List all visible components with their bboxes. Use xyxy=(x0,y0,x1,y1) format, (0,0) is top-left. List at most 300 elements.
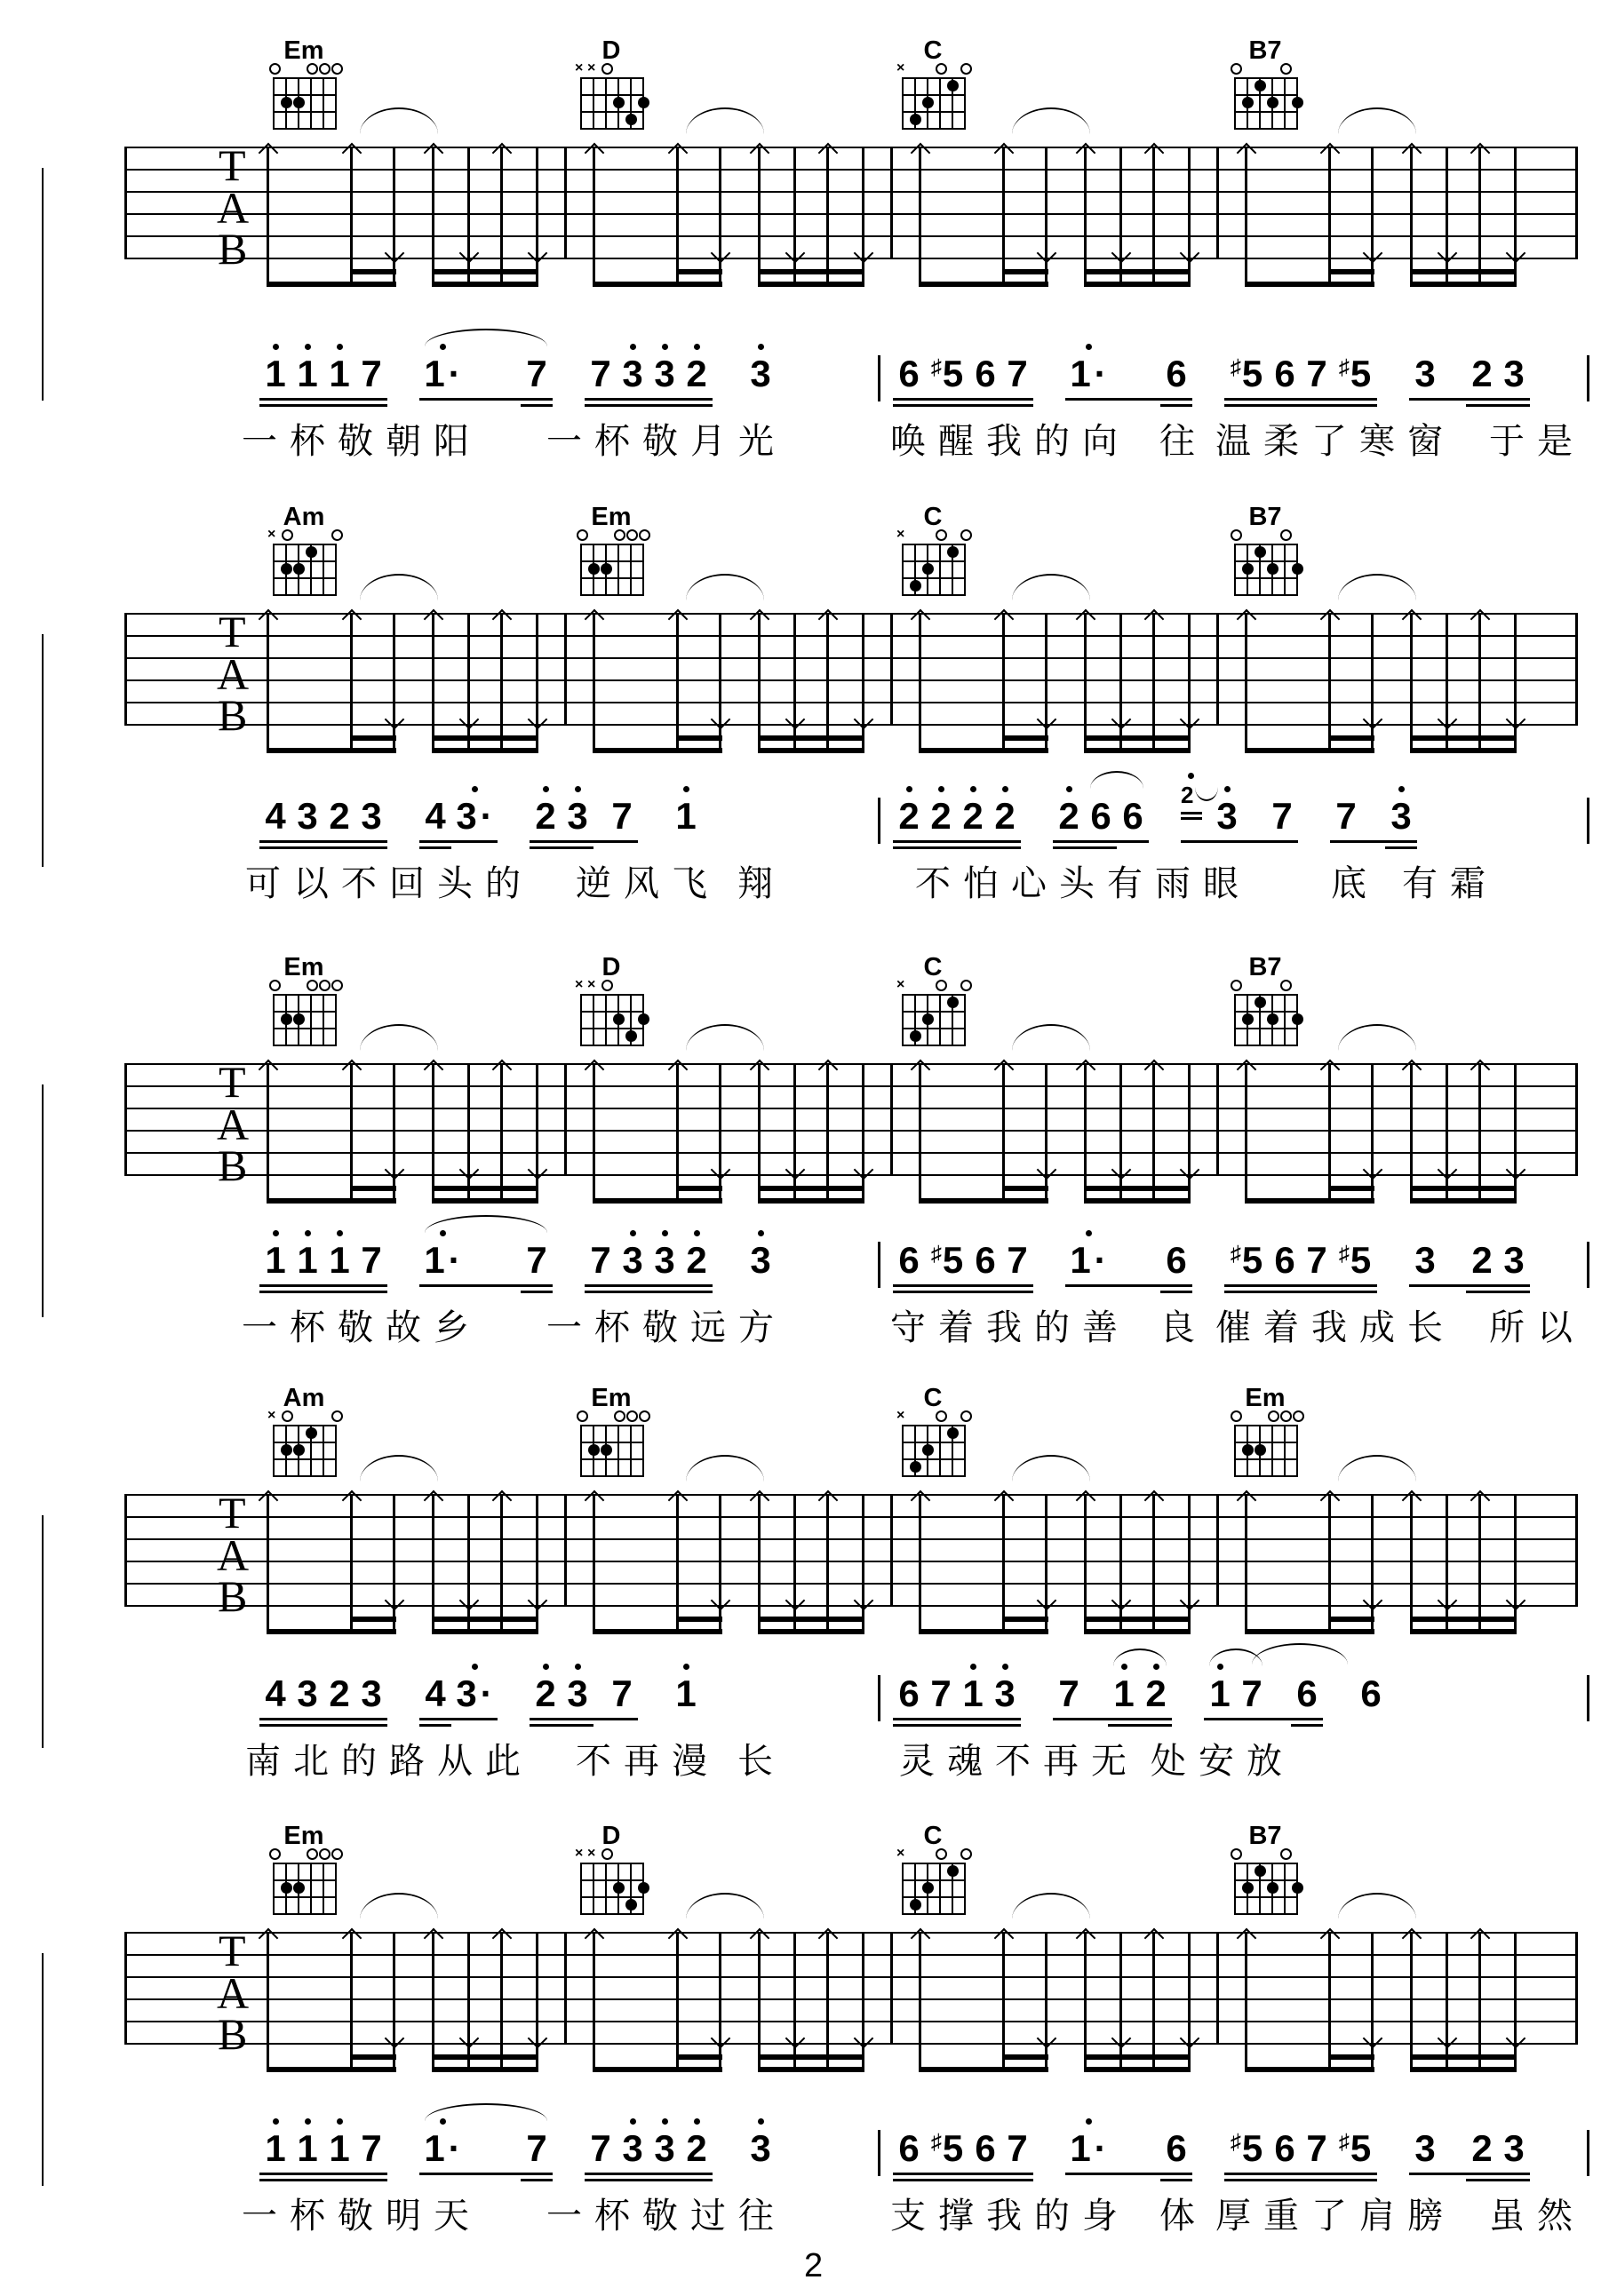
lyric-text: 底 xyxy=(1331,864,1379,903)
chord-grid-string-line xyxy=(642,1425,644,1477)
octave-dot xyxy=(683,786,689,792)
strum-stem xyxy=(536,1494,538,1634)
beam xyxy=(1410,1186,1516,1191)
chord-grid-fret-line xyxy=(1234,77,1298,79)
chord-name: Em xyxy=(1245,1384,1286,1412)
jianpu-note: 1 xyxy=(265,1239,286,1281)
chord-grid-fret-line xyxy=(1234,544,1298,545)
lyric-text: 唤醒我的向 xyxy=(890,422,1130,461)
chord-grid-fret-line xyxy=(1234,1879,1298,1881)
chord-grid-string-line xyxy=(580,544,582,596)
down-strum-arrow-icon xyxy=(1037,2029,1057,2049)
strum-stem xyxy=(793,147,796,287)
tie-arc xyxy=(1338,574,1416,600)
octave-dot xyxy=(662,2118,668,2125)
jianpu-note: 1 xyxy=(265,2127,286,2169)
chord-grid-string-line xyxy=(1234,1425,1236,1477)
staff-line xyxy=(124,1976,1577,1978)
chord-grid-string-line xyxy=(310,77,312,130)
beam-underline-seg xyxy=(1160,2179,1192,2181)
beam-underline xyxy=(893,846,1021,849)
strum-stem xyxy=(393,613,395,753)
finger-dot xyxy=(1242,1444,1254,1456)
beam-underline xyxy=(585,1284,713,1287)
chord-grid-fret-line xyxy=(902,577,966,579)
jianpu-barline xyxy=(1587,1675,1589,1721)
down-strum-arrow-icon xyxy=(1111,1160,1132,1180)
strum-stem xyxy=(393,1494,395,1634)
beam-underline xyxy=(1053,840,1149,843)
tab-letter-b: B xyxy=(218,224,248,274)
beam xyxy=(1084,735,1190,741)
down-strum-arrow-icon xyxy=(711,710,731,730)
staff-barline xyxy=(1575,147,1578,259)
octave-dot xyxy=(472,1664,478,1670)
octave-dot xyxy=(630,344,636,350)
chord-grid-fret-line xyxy=(273,1045,337,1046)
down-strum-arrow-icon xyxy=(1438,1160,1458,1180)
muted-string-icon: × xyxy=(896,977,905,992)
strum-stem xyxy=(467,1494,470,1634)
down-strum-arrow-icon xyxy=(1111,1591,1132,1611)
strum-stem xyxy=(1328,1932,1331,2072)
strum-stem xyxy=(1371,147,1374,287)
finger-dot xyxy=(293,563,305,575)
strum-stem xyxy=(919,1932,921,2072)
finger-dot xyxy=(922,1013,934,1025)
staff-line xyxy=(124,1494,1577,1496)
tie-arc xyxy=(360,107,438,134)
down-strum-arrow-icon xyxy=(1180,243,1200,264)
tie-arc xyxy=(360,1455,438,1482)
staff-line xyxy=(124,258,1577,259)
chord-grid-fret-line xyxy=(273,994,337,996)
down-strum-arrow-icon xyxy=(1363,1160,1383,1180)
strum-stem xyxy=(793,613,796,753)
strum-stem xyxy=(593,1494,595,1634)
beam xyxy=(432,282,538,287)
down-strum-arrow-icon xyxy=(385,1591,405,1611)
lyric-text: 一杯敬月光 xyxy=(546,422,786,461)
jianpu-note: 3 xyxy=(750,2127,771,2169)
down-strum-arrow-icon xyxy=(1363,2029,1383,2049)
jianpu-note: 3 xyxy=(1503,353,1525,394)
jianpu-barline xyxy=(1587,798,1589,844)
beam xyxy=(1084,2067,1190,2072)
down-strum-arrow-icon xyxy=(1438,243,1458,264)
strum-stem xyxy=(1045,613,1047,753)
chord-grid-string-line xyxy=(617,544,619,596)
open-string-icon xyxy=(960,1410,972,1422)
open-string-icon xyxy=(577,529,588,541)
open-string-icon xyxy=(269,63,281,75)
beam xyxy=(758,1198,864,1204)
beam xyxy=(1410,735,1516,741)
strum-stem xyxy=(826,1494,829,1634)
chord-grid-string-line xyxy=(1234,544,1236,596)
finger-dot xyxy=(281,1013,292,1025)
beam-underline-seg xyxy=(1160,404,1192,407)
strum-stem xyxy=(1514,147,1517,287)
open-string-icon xyxy=(1268,1410,1279,1422)
strum-stem xyxy=(1514,1932,1517,2072)
chord-grid-fret-line xyxy=(580,1458,644,1460)
jianpu-note: ♯5 xyxy=(1338,1239,1372,1281)
finger-dot xyxy=(1255,80,1266,91)
jianpu-note: 6 xyxy=(898,1672,920,1714)
staff-line xyxy=(124,679,1577,681)
finger-dot xyxy=(947,80,959,91)
beam xyxy=(1410,269,1516,274)
strum-stem xyxy=(1002,1063,1005,1204)
strum-stem xyxy=(1371,1932,1374,2072)
chord-grid-string-line xyxy=(1234,1863,1236,1915)
open-string-icon xyxy=(1231,63,1242,75)
jianpu-note: 7 xyxy=(1241,1672,1263,1714)
tab-letter-t: T xyxy=(219,607,246,656)
muted-string-icon: × xyxy=(896,1408,905,1423)
strum-stem xyxy=(1152,613,1155,753)
down-strum-arrow-icon xyxy=(1180,1591,1200,1611)
tab-letter-t: T xyxy=(219,1057,246,1107)
lyric-text: 所以 xyxy=(1489,1308,1585,1347)
jianpu-note: 7 xyxy=(1306,353,1327,394)
chord-grid-string-line xyxy=(605,77,607,130)
strum-stem xyxy=(919,613,921,753)
staff-barline xyxy=(1575,1932,1578,2045)
down-strum-arrow-icon xyxy=(459,2029,480,2049)
chord-name: Em xyxy=(591,503,632,531)
strum-stem xyxy=(919,147,921,287)
strum-stem xyxy=(1410,1063,1413,1204)
beam-underline xyxy=(419,398,553,401)
tab-letter-t: T xyxy=(219,1488,246,1537)
finger-dot xyxy=(625,1899,637,1911)
octave-dot xyxy=(1086,344,1092,350)
system-left-line xyxy=(42,1084,44,1317)
down-strum-arrow-icon xyxy=(385,1160,405,1180)
chord-grid-fret-line xyxy=(273,1442,337,1443)
lyric-text: 一杯敬明天 xyxy=(242,2197,482,2236)
down-strum-arrow-icon xyxy=(785,1160,806,1180)
down-strum-arrow-icon xyxy=(1506,1591,1526,1611)
jianpu-note: 1 xyxy=(265,353,286,394)
jianpu-note: 1 xyxy=(1209,1672,1231,1714)
strum-stem xyxy=(1446,613,1448,753)
down-strum-arrow-icon xyxy=(385,2029,405,2049)
strum-stem xyxy=(1084,147,1087,287)
down-strum-arrow-icon xyxy=(1111,710,1132,730)
tie-arc xyxy=(686,1893,764,1919)
strum-stem xyxy=(593,613,595,753)
chord-grid-string-line xyxy=(1284,1425,1286,1477)
beam xyxy=(1328,1617,1374,1622)
chord-name: C xyxy=(923,1384,943,1412)
open-string-icon xyxy=(936,1410,947,1422)
jianpu-note: 1· xyxy=(1070,1239,1107,1281)
jianpu-note: 2 xyxy=(535,795,556,837)
finger-dot xyxy=(922,97,934,108)
down-strum-arrow-icon xyxy=(1037,243,1057,264)
octave-dot xyxy=(906,786,912,792)
chord-grid-fret-line xyxy=(580,560,644,562)
finger-dot xyxy=(910,1461,921,1473)
beam xyxy=(1245,2067,1374,2072)
chord-grid-fret-line xyxy=(1234,1425,1298,1426)
beam-underline-seg xyxy=(1466,2179,1530,2181)
chord-grid-fret-line xyxy=(902,94,966,96)
jianpu-note: 7 xyxy=(361,2127,382,2169)
beam xyxy=(1002,2054,1048,2060)
beam xyxy=(432,2054,538,2060)
finger-dot xyxy=(922,563,934,575)
tab-letter-t: T xyxy=(219,1926,246,1975)
staff-barline xyxy=(1216,1932,1219,2045)
lyric-text: 处安放 xyxy=(1151,1742,1294,1781)
staff-line xyxy=(124,1085,1577,1087)
jianpu-note: 4 xyxy=(265,1672,286,1714)
beam xyxy=(1328,735,1374,741)
finger-dot xyxy=(601,1444,612,1456)
strum-stem xyxy=(393,1063,395,1204)
beam xyxy=(350,735,396,741)
down-strum-arrow-icon xyxy=(459,243,480,264)
octave-dot xyxy=(575,786,581,792)
jianpu-note: 1 xyxy=(297,1239,318,1281)
chord-grid-string-line xyxy=(323,77,324,130)
beam xyxy=(593,2067,722,2072)
staff-barline xyxy=(890,147,893,259)
chord-grid-fret-line xyxy=(580,594,644,596)
tie-arc xyxy=(1012,574,1090,600)
chord-name: D xyxy=(601,36,621,65)
chord-grid-string-line xyxy=(580,77,582,130)
beam-underline xyxy=(259,2179,387,2181)
strum-stem xyxy=(1119,1494,1122,1634)
chord-grid-fret-line xyxy=(902,1863,966,1864)
lyric-text: 于是 xyxy=(1489,422,1585,461)
beam xyxy=(919,2067,1048,2072)
chord-grid-string-line xyxy=(1284,1863,1286,1915)
chord-grid-string-line xyxy=(335,994,337,1046)
beam-underline xyxy=(1224,1291,1377,1293)
tie-arc xyxy=(686,574,764,600)
down-strum-arrow-icon xyxy=(785,710,806,730)
jianpu-note: 2 xyxy=(962,795,984,837)
muted-string-icon: × xyxy=(575,1846,584,1861)
beam xyxy=(350,269,396,274)
down-strum-arrow-icon xyxy=(1363,1591,1383,1611)
jianpu-note: 4 xyxy=(425,1672,446,1714)
tie-arc xyxy=(1338,1024,1416,1051)
chord-grid-string-line xyxy=(605,1863,607,1915)
finger-dot xyxy=(588,1444,600,1456)
strum-stem xyxy=(826,1932,829,2072)
jianpu-barline xyxy=(878,1242,880,1288)
open-string-icon xyxy=(1280,1410,1292,1422)
open-string-icon xyxy=(639,529,650,541)
strum-stem xyxy=(862,1494,864,1634)
chord-grid-fret-line xyxy=(580,1011,644,1013)
staff-line xyxy=(124,1130,1577,1132)
chord-name: Em xyxy=(591,1384,632,1412)
strum-stem xyxy=(719,613,721,753)
strum-stem xyxy=(432,1932,434,2072)
down-strum-arrow-icon xyxy=(1438,710,1458,730)
strum-stem xyxy=(1002,147,1005,287)
chord-grid-fret-line xyxy=(273,1011,337,1013)
strum-stem xyxy=(500,613,503,753)
staff-line xyxy=(124,635,1577,637)
jianpu-note: 3 xyxy=(654,353,675,394)
jianpu-note: 7 xyxy=(590,1239,611,1281)
jianpu-note: 3 xyxy=(297,795,318,837)
lyric-text: 有霜 xyxy=(1402,864,1498,903)
beam xyxy=(1084,1629,1190,1634)
open-string-icon xyxy=(1280,1848,1292,1860)
staff-barline xyxy=(890,1932,893,2045)
chord-grid-fret-line xyxy=(273,560,337,562)
strum-stem xyxy=(1119,147,1122,287)
chord-grid-fret-line xyxy=(580,1475,644,1477)
jianpu-note: 1· xyxy=(424,353,461,394)
octave-dot xyxy=(758,344,764,350)
chord-grid-fret-line xyxy=(273,544,337,545)
down-strum-arrow-icon xyxy=(1037,1160,1057,1180)
tab-letter-a: A xyxy=(217,649,250,699)
staff-barline xyxy=(564,1494,567,1607)
strum-stem xyxy=(1002,1494,1005,1634)
jianpu-note: 3· xyxy=(456,1672,493,1714)
staff-barline xyxy=(124,1932,127,2045)
staff-line xyxy=(124,613,1577,615)
system-left-line xyxy=(42,168,44,401)
staff-line xyxy=(124,1152,1577,1154)
chord-grid-fret-line xyxy=(1234,1913,1298,1915)
finger-dot xyxy=(638,1882,649,1894)
beam xyxy=(758,2054,864,2060)
strum-stem xyxy=(793,1494,796,1634)
strum-stem xyxy=(1446,1494,1448,1634)
staff-barline xyxy=(564,1932,567,2045)
strum-stem xyxy=(1328,147,1331,287)
beam xyxy=(676,735,722,741)
lyric-text: 一杯敬朝阳 xyxy=(242,422,482,461)
strum-stem xyxy=(719,1494,721,1634)
chord-grid-string-line xyxy=(964,1425,966,1477)
beam xyxy=(1084,1186,1190,1191)
lyric-text: 往 xyxy=(1159,422,1207,461)
chord-grid-fret-line xyxy=(1234,1028,1298,1029)
strum-stem xyxy=(467,147,470,287)
finger-dot xyxy=(1255,1444,1266,1456)
chord-grid-fret-line xyxy=(1234,94,1298,96)
beam xyxy=(1410,748,1516,753)
beam xyxy=(432,1186,538,1191)
open-string-icon xyxy=(331,980,343,991)
tie-arc xyxy=(1012,1455,1090,1482)
staff-line xyxy=(124,169,1577,171)
staff-barline xyxy=(1575,613,1578,726)
finger-dot xyxy=(1242,1013,1254,1025)
beam-underline xyxy=(893,1291,1033,1293)
chord-grid-fret-line xyxy=(273,1896,337,1898)
jianpu-barline xyxy=(878,2130,880,2176)
beam xyxy=(758,269,864,274)
chord-grid-string-line xyxy=(1234,77,1236,130)
strum-stem xyxy=(758,1494,761,1634)
strum-stem xyxy=(1045,1932,1047,2072)
octave-dot xyxy=(970,786,976,792)
open-string-icon xyxy=(319,980,331,991)
beam-underline xyxy=(419,1284,553,1287)
chord-grid-fret-line xyxy=(273,594,337,596)
beam-underline xyxy=(259,1718,387,1720)
chord-grid-fret-line xyxy=(580,1863,644,1864)
jianpu-note: 2 xyxy=(930,795,952,837)
beam xyxy=(1245,1629,1374,1634)
octave-dot xyxy=(273,2118,279,2125)
finger-dot xyxy=(947,1865,959,1877)
strum-stem xyxy=(500,1494,503,1634)
finger-dot xyxy=(922,1882,934,1894)
strum-stem xyxy=(1045,1063,1047,1204)
jianpu-note: 7 xyxy=(611,795,633,837)
down-strum-arrow-icon xyxy=(854,2029,874,2049)
chord-grid-string-line xyxy=(323,1425,324,1477)
finger-dot xyxy=(1242,563,1254,575)
beam xyxy=(676,269,722,274)
chord-grid-fret-line xyxy=(580,111,644,113)
strum-stem xyxy=(1371,1494,1374,1634)
down-strum-arrow-icon xyxy=(1506,710,1526,730)
jianpu-note: 1 xyxy=(675,1672,697,1714)
down-strum-arrow-icon xyxy=(854,243,874,264)
chord-grid-fret-line xyxy=(1234,1863,1298,1864)
chord-grid-fret-line xyxy=(273,577,337,579)
jianpu-note: 2 xyxy=(1471,2127,1493,2169)
beam xyxy=(919,748,1048,753)
chord-name: B7 xyxy=(1248,953,1282,981)
chord-grid-fret-line xyxy=(273,1425,337,1426)
strum-stem xyxy=(719,1932,721,2072)
chord-grid-string-line xyxy=(902,994,904,1046)
strum-stem xyxy=(1410,613,1413,753)
jianpu-note: 4 xyxy=(425,795,446,837)
staff-line xyxy=(124,2043,1577,2045)
chord-grid-string-line xyxy=(323,994,324,1046)
beam xyxy=(1410,2067,1516,2072)
octave-dot xyxy=(1398,786,1405,792)
beam-underline-seg xyxy=(1466,1291,1530,1293)
down-strum-arrow-icon xyxy=(711,2029,731,2049)
beam-underline xyxy=(1204,1718,1323,1720)
chord-name: Em xyxy=(283,1822,324,1850)
down-strum-arrow-icon xyxy=(785,243,806,264)
chord-grid-fret-line xyxy=(902,111,966,113)
lyric-text: 灵魂不再无 xyxy=(899,1742,1139,1781)
chord-grid-fret-line xyxy=(902,1045,966,1046)
strum-stem xyxy=(1152,1063,1155,1204)
down-strum-arrow-icon xyxy=(528,243,548,264)
beam-underline xyxy=(1409,398,1530,401)
jianpu-note: 3 xyxy=(1414,353,1436,394)
open-string-icon xyxy=(1231,1410,1242,1422)
chord-grid-fret-line xyxy=(580,994,644,996)
strum-stem xyxy=(1002,613,1005,753)
finger-dot xyxy=(625,114,637,125)
octave-dot xyxy=(694,1230,700,1236)
